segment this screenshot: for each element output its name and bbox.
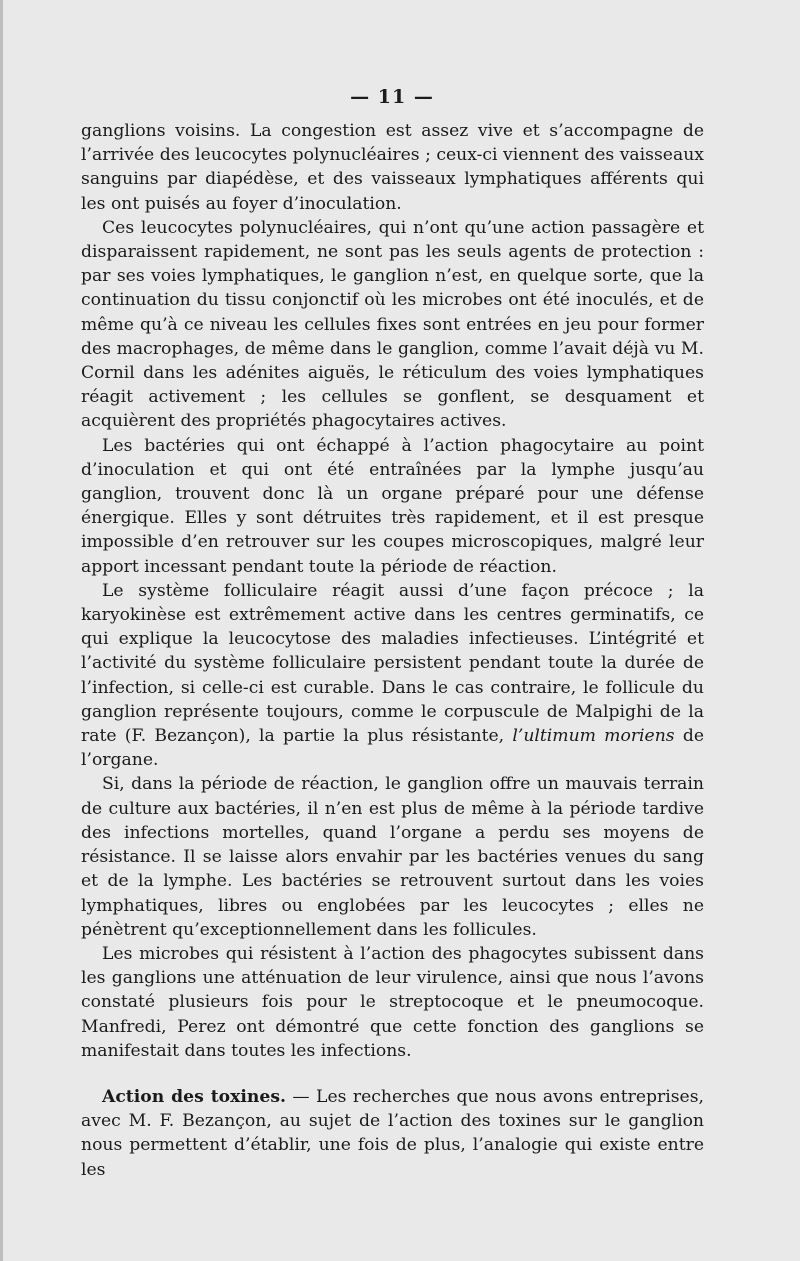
paragraph-4-italic: l’ultimum moriens — [512, 726, 675, 747]
paragraph-4-end: de l’organe. — [81, 726, 705, 771]
body-text — [81, 119, 704, 1182]
paragraph-4 — [81, 579, 704, 773]
paragraph-6: Les microbes qui résistent à l’action des phagocytes subissent dans les ganglions une atténuation de leur virulence, ainsi que nous l’avons constaté plusieurs fois pour le streptocoque et le pneumocoque. Manfredi, Perez ont démontré que cette fonction des ganglions se manifestait dans toutes les infections. — [81, 943, 704, 1061]
page-number: — 11 — — [350, 86, 434, 108]
paragraph-3: Les bactéries qui ont échappé à l’action phagocytaire au point d’inoculation et qui ont été entraînées par la lymphe jusqu’au ganglion, trouvent donc là un organe préparé pour une défense énergique. Elles y sont détruites très rapidement, et il est presque impossible d’en retrouver sur les coupes microscopiques, malgré leur apport incessant pendant toute la période de réaction. — [81, 435, 704, 577]
paragraph-7-text: — Les recherches que nous avons entreprises, avec M. F. Bezançon, au sujet de l’action des toxines sur le ganglion nous permettent d’établir, une fois de plus, l’analogie qui existe entre les — [81, 1086, 704, 1180]
paragraph-2: Ces leucocytes polynucléaires, qui n’ont qu’une action passagère et disparaissent rapidement, ne sont pas les seuls agents de protection : par ses voies lymphatiques, le ganglion n’est, en quelque sorte, que la continuation du tissu conjonctif où les microbes ont été inoculés, et de même qu’à ce niveau les cellules fixes sont entrées en jeu pour former des macrophages, de même dans le ganglion, comme l’avait déjà vu M. Cornil dans les adénites aiguës, le réticulum des voies lymphatiques réagit activement ; les cellules se gonflent, se desquament et acquièrent des propriétés phagocytaires actives. — [81, 217, 704, 432]
paragraph-5: Si, dans la période de réaction, le ganglion offre un mauvais terrain de culture aux bactéries, il n’en est plus de même à la période tardive des infections mortelles, quand l’organe a perdu ses moyens de résistance. Il se laisse alors envahir par les bactéries venues du sang et de la lymphe. Les bactéries se retrouvent surtout dans les voies lymphatiques, libres ou englobées par les leucocytes ; elles ne pénètrent qu’exceptionnellement dans les follicules. — [81, 774, 704, 940]
paragraph-4-text: Le système folliculaire réagit aussi d’une façon précoce ; la karyokinèse est extrêmement active dans les centres germinatifs, ce qui explique la leucocytose des maladies infectieuses. L’intégrité et l’activité du système folliculaire persistent pendant toute la durée de l’infection, si celle-ci est curable. Dans le cas contraire, le follicule du ganglion représente toujours, comme le corpuscule de Malpighi de la rate (F. Bezançon), la partie la plus résistante, — [81, 580, 704, 747]
section-heading: Action des toxines. — [102, 1086, 287, 1107]
paragraph-7 — [81, 1085, 704, 1182]
paragraph-1: ganglions voisins. La congestion est assez vive et s’accompagne de l’arrivée des leucocytes polynucléaires ; ceux-ci viennent des vaisseaux sanguins par diapédèse, et des vaisseaux lymphatiques afférents qui les ont puisés au foyer d’inoculation. — [81, 121, 704, 214]
